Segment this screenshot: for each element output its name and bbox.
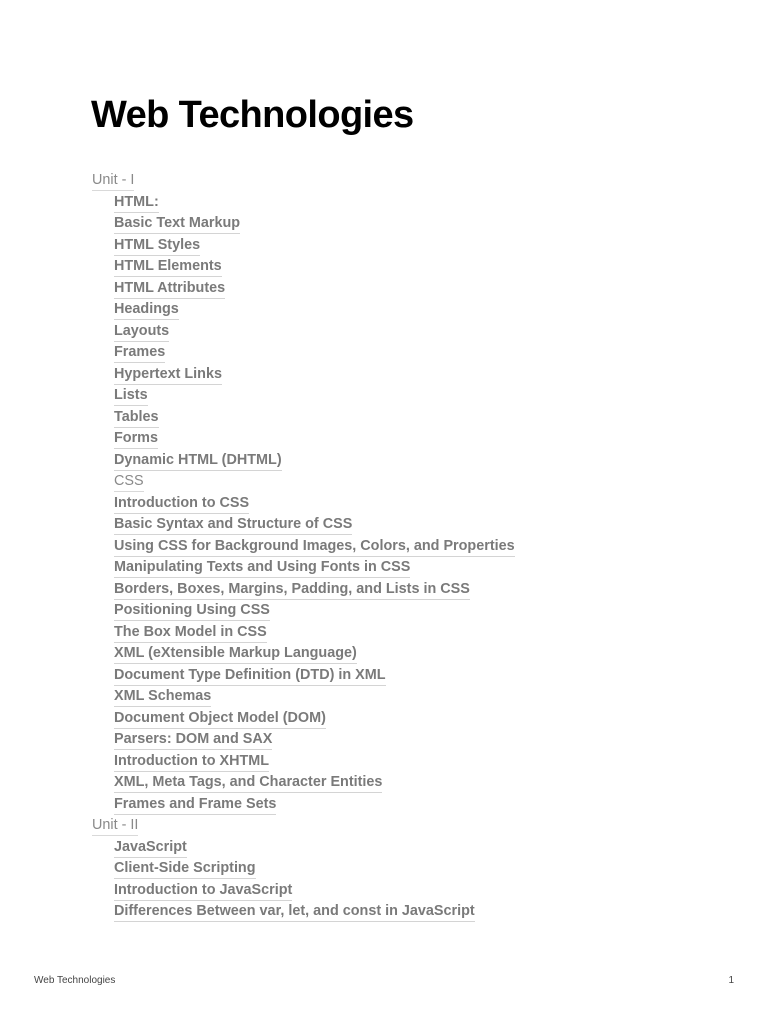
toc-link[interactable]: Dynamic HTML (DHTML) bbox=[114, 451, 282, 471]
toc-link[interactable]: Positioning Using CSS bbox=[114, 601, 270, 621]
toc-link[interactable]: Client-Side Scripting bbox=[114, 859, 256, 879]
toc-link[interactable]: JavaScript bbox=[114, 838, 187, 858]
toc-item[interactable] bbox=[92, 579, 732, 601]
toc-link[interactable]: HTML Styles bbox=[114, 236, 200, 256]
toc-group-css bbox=[92, 471, 732, 493]
toc-item[interactable] bbox=[92, 837, 732, 859]
table-of-contents bbox=[92, 170, 732, 923]
toc-link[interactable]: Document Type Definition (DTD) in XML bbox=[114, 666, 386, 686]
toc-link[interactable]: Frames and Frame Sets bbox=[114, 795, 276, 815]
toc-item[interactable] bbox=[92, 622, 732, 644]
toc-item[interactable] bbox=[92, 600, 732, 622]
toc-link[interactable]: HTML: bbox=[114, 193, 159, 213]
toc-link[interactable]: Borders, Boxes, Margins, Padding, and Lists in CSS bbox=[114, 580, 470, 600]
toc-item[interactable] bbox=[92, 450, 732, 472]
page-title: Web Technologies bbox=[91, 94, 414, 136]
toc-item[interactable] bbox=[92, 643, 732, 665]
toc-link[interactable]: Frames bbox=[114, 343, 165, 363]
footer-document-title: Web Technologies bbox=[34, 975, 116, 986]
toc-link[interactable]: Basic Text Markup bbox=[114, 214, 240, 234]
toc-link[interactable]: Parsers: DOM and SAX bbox=[114, 730, 272, 750]
toc-item[interactable] bbox=[92, 407, 732, 429]
toc-link[interactable]: Using CSS for Background Images, Colors, and Properties bbox=[114, 537, 515, 557]
toc-link[interactable]: XML Schemas bbox=[114, 687, 211, 707]
toc-item[interactable] bbox=[92, 686, 732, 708]
toc-item[interactable] bbox=[92, 235, 732, 257]
toc-item[interactable] bbox=[92, 493, 732, 515]
toc-item[interactable] bbox=[92, 665, 732, 687]
toc-link[interactable]: XML (eXtensible Markup Language) bbox=[114, 644, 357, 664]
toc-link[interactable]: Headings bbox=[114, 300, 179, 320]
toc-item[interactable] bbox=[92, 514, 732, 536]
toc-item[interactable] bbox=[92, 751, 732, 773]
toc-link[interactable]: Manipulating Texts and Using Fonts in CSS bbox=[114, 558, 410, 578]
toc-link[interactable]: Layouts bbox=[114, 322, 169, 342]
toc-item[interactable] bbox=[92, 256, 732, 278]
footer-page-number: 1 bbox=[728, 975, 734, 986]
toc-item[interactable] bbox=[92, 858, 732, 880]
toc-item[interactable] bbox=[92, 192, 732, 214]
toc-link[interactable]: Document Object Model (DOM) bbox=[114, 709, 326, 729]
toc-item[interactable] bbox=[92, 536, 732, 558]
toc-item[interactable] bbox=[92, 557, 732, 579]
toc-item[interactable] bbox=[92, 901, 732, 923]
toc-item[interactable] bbox=[92, 880, 732, 902]
toc-link[interactable]: The Box Model in CSS bbox=[114, 623, 267, 643]
toc-item[interactable] bbox=[92, 729, 732, 751]
toc-item[interactable] bbox=[92, 299, 732, 321]
toc-link[interactable]: Hypertext Links bbox=[114, 365, 222, 385]
toc-link[interactable]: Tables bbox=[114, 408, 159, 428]
toc-group-unit-2 bbox=[92, 815, 732, 837]
toc-item[interactable] bbox=[92, 364, 732, 386]
toc-group-unit-1 bbox=[92, 170, 732, 192]
toc-item[interactable] bbox=[92, 428, 732, 450]
toc-link[interactable]: Introduction to JavaScript bbox=[114, 881, 292, 901]
toc-link[interactable]: Introduction to CSS bbox=[114, 494, 249, 514]
toc-link[interactable]: Differences Between var, let, and const in JavaScript bbox=[114, 902, 475, 922]
toc-group-label: Unit - I bbox=[92, 171, 134, 191]
toc-group-label: Unit - II bbox=[92, 816, 138, 836]
toc-link[interactable]: Introduction to XHTML bbox=[114, 752, 269, 772]
toc-link[interactable]: Lists bbox=[114, 386, 148, 406]
toc-item[interactable] bbox=[92, 794, 732, 816]
toc-link[interactable]: Basic Syntax and Structure of CSS bbox=[114, 515, 352, 535]
toc-link[interactable]: Forms bbox=[114, 429, 158, 449]
toc-item[interactable] bbox=[92, 708, 732, 730]
toc-item[interactable] bbox=[92, 213, 732, 235]
toc-item[interactable] bbox=[92, 278, 732, 300]
toc-group-label: CSS bbox=[114, 472, 144, 492]
toc-link[interactable]: HTML Elements bbox=[114, 257, 222, 277]
toc-link[interactable]: HTML Attributes bbox=[114, 279, 225, 299]
toc-item[interactable] bbox=[92, 772, 732, 794]
toc-link[interactable]: XML, Meta Tags, and Character Entities bbox=[114, 773, 382, 793]
toc-item[interactable] bbox=[92, 321, 732, 343]
toc-item[interactable] bbox=[92, 385, 732, 407]
toc-item[interactable] bbox=[92, 342, 732, 364]
